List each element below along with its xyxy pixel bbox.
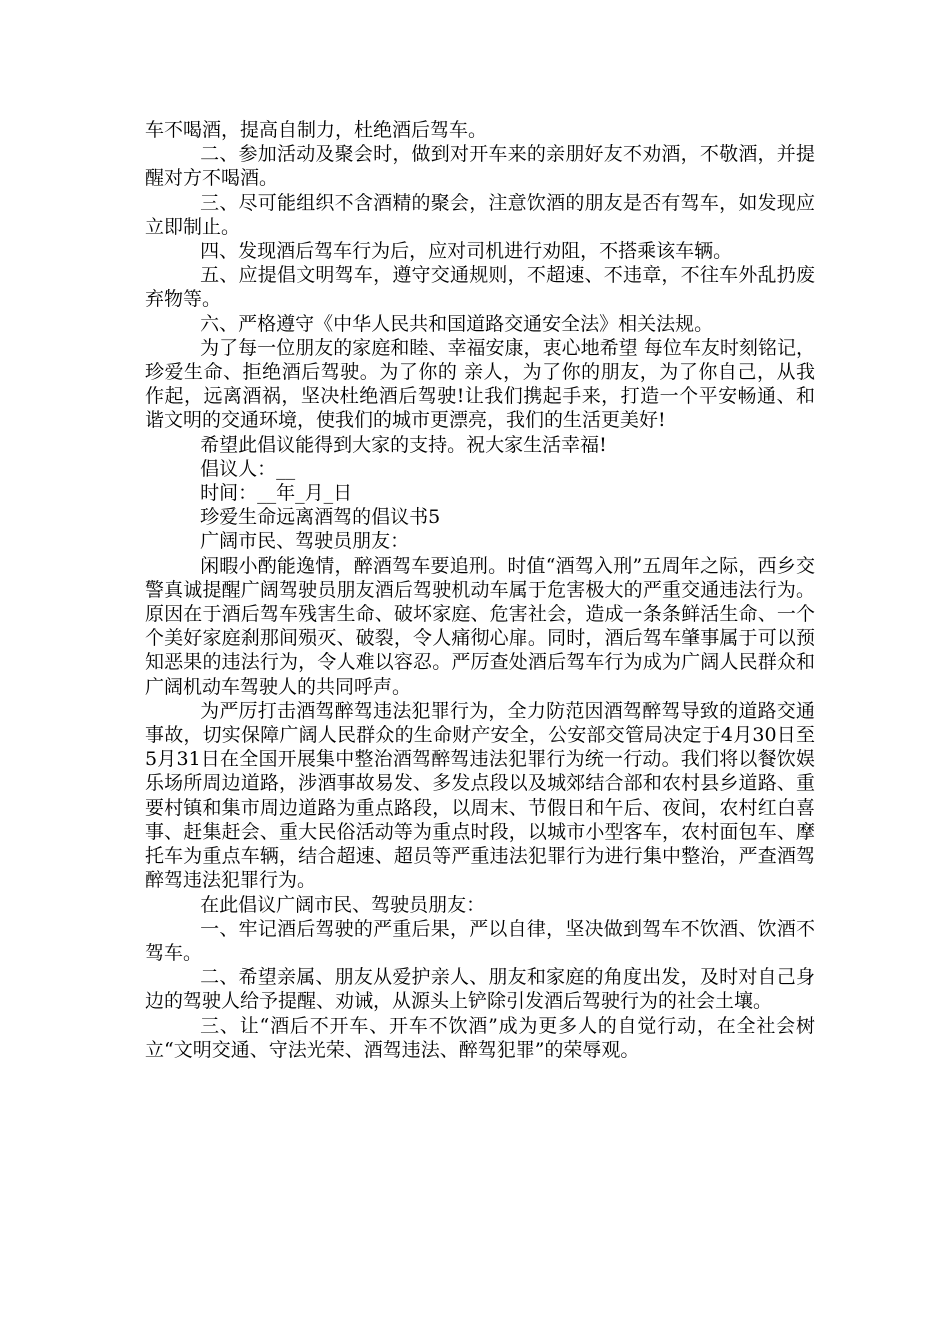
paragraph: 三、让“酒后不开车、开车不饮酒”成为更多人的自觉行动，在全社会树立“文明交通、守法光荣、酒驾违法、醉驾犯罪”的荣辱观。: [145, 1014, 815, 1061]
salutation: 广阔市民、驾驶员朋友：: [200, 530, 410, 553]
paragraph: 一、牢记酒后驾驶的严重后果，严以自律，坚决做到驾车不饮酒、饮酒不驾车。: [145, 917, 815, 964]
paragraph: 二、希望亲属、朋友从爱护亲人、朋友和家庭的角度出发，及时对自己身边的驾驶人给予提醒、劝诫，从源头上铲除引发酒后驾驶行为的社会土壤。: [145, 966, 815, 1013]
document-body: [145, 118, 815, 1062]
date-line: 时间：__年_月_日: [200, 482, 353, 505]
paragraph: 在此倡议广阔市民、驾驶员朋友：: [200, 893, 486, 916]
signature-line: 倡议人：__: [200, 457, 296, 480]
paragraph: 闲暇小酌能逸情，醉酒驾车要追刑。时值“酒驾入刑”五周年之际，西乡交警真诚提醒广阔驾驶员朋友酒后驾驶机动车属于危害极大的严重交通违法行为。原因在于酒后驾车残害生命、破坏家庭、危害社会，造成一条条鲜活生命、一个个美好家庭刹那间殒灭、破裂，令人痛彻心扉。同时，酒后驾车肇事属于可以预知恶果的违法行为，令人难以容忍。严厉查处酒后驾车行为成为广阔人民群众和广阔机动车驾驶人的共同呼声。: [145, 554, 815, 698]
paragraph: 五、应提倡文明驾车，遵守交通规则，不超速、不违章，不往车外乱扔废弃物等。: [145, 264, 815, 311]
paragraph: 三、尽可能组织不含酒精的聚会，注意饮酒的朋友是否有驾车，如发现应立即制止。: [145, 191, 815, 238]
paragraph: 六、严格遵守《中华人民共和国道路交通安全法》相关法规。: [200, 312, 714, 335]
section-title: 珍爱生命远离酒驾的倡议书5: [200, 506, 441, 529]
paragraph: 为严厉打击酒驾醉驾违法犯罪行为，全力防范因酒驾醉驾导致的道路交通事故，切实保障广阔人民群众的生命财产安全，公安部交管局决定于4月30日至5月31日在全国开展集中整治酒驾醉驾违法犯罪行为统一行动。我们将以餐饮娱乐场所周边道路，涉酒事故易发、多发点段以及城郊结合部和农村县乡道路、重要村镇和集市周边道路为重点路段，以周末、节假日和午后、夜间，农村红白喜事、赶集赶会、重大民俗活动等为重点时段，以城市小型客车，农村面包车、摩托车为重点车辆，结合超速、超员等严重违法犯罪行为进行集中整治，严查酒驾醉驾违法犯罪行为。: [145, 699, 815, 892]
paragraph: 希望此倡议能得到大家的支持。祝大家生活幸福!: [200, 433, 607, 456]
paragraph: 车不喝酒，提高自制力，杜绝酒后驾车。: [145, 119, 488, 141]
paragraph: 四、发现酒后驾车行为后，应对司机进行劝阻，不搭乘该车辆。: [200, 240, 733, 263]
paragraph: 二、参加活动及聚会时，做到对开车来的亲朋好友不劝酒，不敬酒，并提醒对方不喝酒。: [145, 143, 815, 190]
paragraph: 为了每一位朋友的家庭和睦、幸福安康，衷心地希望 每位车友时刻铭记，珍爱生命、拒绝酒后驾驶。为了你的 亲人，为了你的朋友，为了你自己，从我作起，远离酒祸，坚决杜绝酒后驾驶!让我们携起手来，打造一个平安畅通、和谐文明的交通环境，使我们的城市更漂亮，我们的生活更美好!: [145, 336, 815, 432]
